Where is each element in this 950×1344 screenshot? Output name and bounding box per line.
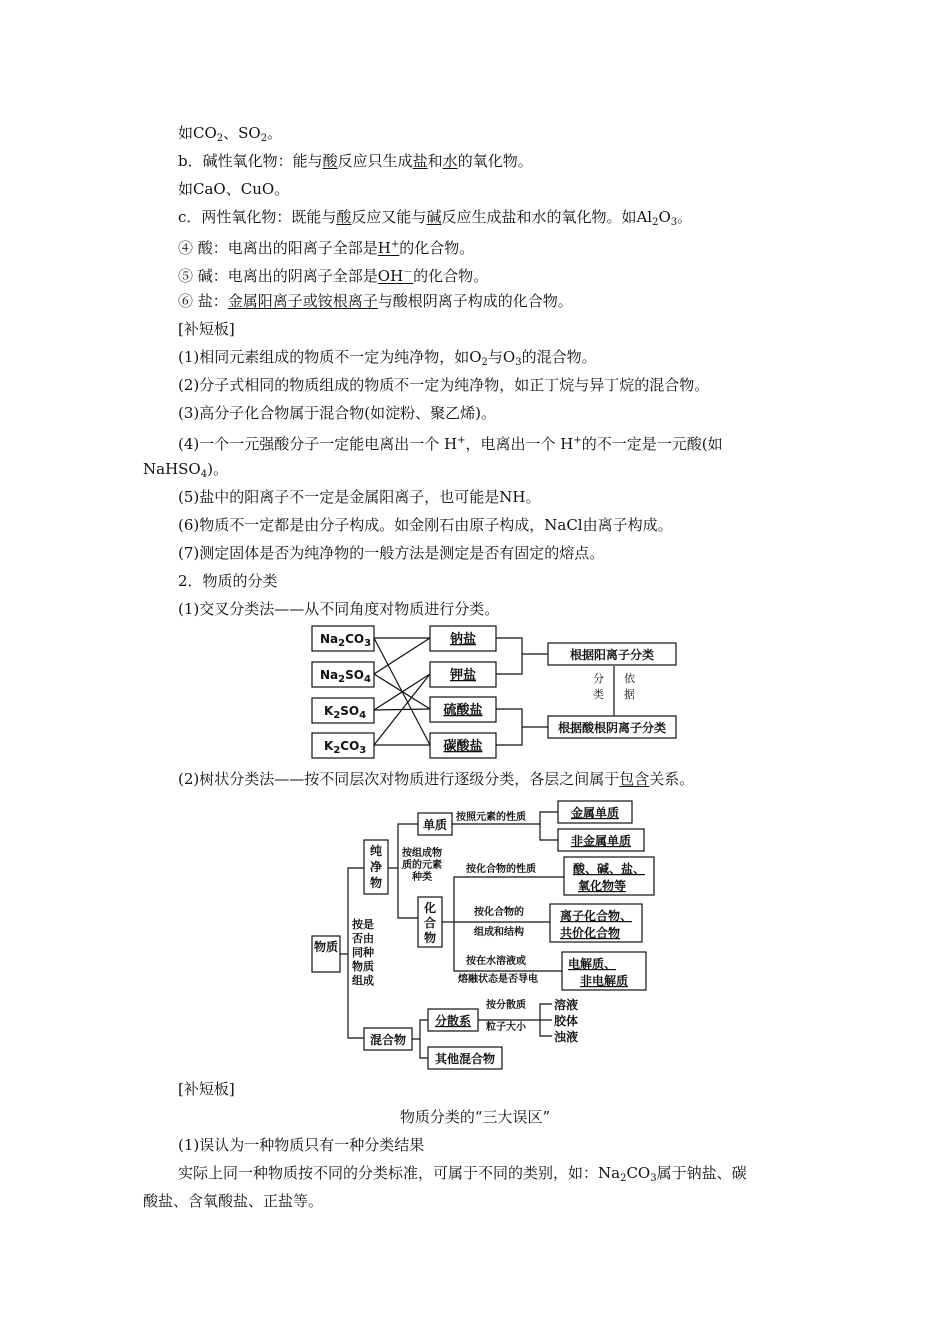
svg-text:纯: 纯: [369, 844, 383, 858]
basis-label: 据: [624, 688, 635, 701]
text-line: b．碱性氧化物：能与酸反应只生成盐和水的氧化物。: [178, 152, 533, 170]
tree-pure-substance-box: [364, 840, 388, 894]
svg-text:钾盐: 钾盐: [449, 668, 477, 683]
tree-dispersion-criterion: 粒子大小: [486, 1022, 526, 1033]
svg-text:根据酸根阴离子分类: 根据酸根阴离子分类: [557, 721, 667, 735]
svg-text:物: 物: [423, 931, 437, 945]
text-line: (2)树状分类法——按不同层次对物质进行逐级分类，各层之间属于包含关系。: [178, 770, 695, 788]
basis-label: 类: [593, 688, 604, 701]
cross-connector-lines: [374, 638, 430, 745]
text-line: c．两性氧化物：既能与酸反应又能与碱反应生成盐和水的氧化物。如$Al_2O_3$。: [178, 208, 693, 228]
cross-classification-diagram: [310, 622, 680, 762]
tree-classification-diagram: [310, 796, 660, 1072]
cross-left-box: [312, 733, 374, 758]
basis-anion-box: [548, 716, 676, 738]
svg-text:K2SO4: $K_2SO_4$: [324, 704, 367, 721]
tree-mixture-box: [364, 1028, 412, 1050]
tree-metal-box: [558, 801, 632, 823]
text-line: (4)一个一元强酸分子一定能电离出一个 H+，电离出一个 H+的不一定是一元酸(如: [178, 435, 723, 453]
subsection-title: 物质分类的“三大误区”: [399, 1108, 551, 1126]
text-line: (5)盐中的阳离子不一定是金属阳离子，也可能是NH。: [178, 488, 541, 506]
tree-root-criterion: 按是: [352, 918, 374, 931]
text-line: (1)相同元素组成的物质不一定为纯净物，如$O_2$与$O_3$的混合物。: [178, 348, 597, 368]
svg-text:氧化物等: 氧化物等: [577, 879, 627, 893]
svg-text:酸、碱、盐、: 酸、碱、盐、: [572, 862, 646, 876]
cross-left-box: [312, 626, 374, 651]
tree-element-criterion: 按照元素的性质: [456, 812, 526, 823]
svg-text:金属单质: 金属单质: [570, 806, 620, 820]
tree-dispersion-box: [428, 1009, 478, 1031]
text-line: (1)交叉分类法——从不同角度对物质进行分类。: [178, 600, 500, 618]
text-line: ④ 酸：电离出的阳离子全部是H+的化合物。: [178, 239, 475, 257]
tree-compound-box: [418, 897, 442, 947]
svg-text:离子化合物、: 离子化合物、: [559, 909, 633, 923]
tree-compound-criterion: 按化合物的性质: [466, 864, 536, 875]
tree-dispersion-criterion: 按分散质: [486, 1000, 526, 1011]
svg-text:非金属单质: 非金属单质: [570, 834, 632, 848]
svg-text:碳酸盐: 碳酸盐: [443, 739, 483, 754]
svg-text:根据阳离子分类: 根据阳离子分类: [569, 648, 655, 662]
cross-right-box: [430, 697, 496, 722]
text-line: (2)分子式相同的物质组成的物质不一定为纯净物，如正丁烷与异丁烷的混合物。: [178, 376, 710, 394]
svg-text:钠盐: 钠盐: [449, 632, 477, 647]
svg-text:电解质、: 电解质、: [567, 957, 617, 971]
cross-right-box: [430, 733, 496, 758]
tree-root-criterion: 同种: [352, 946, 374, 959]
tree-pure-connectors: [388, 824, 418, 918]
svg-text:化: 化: [423, 901, 437, 915]
svg-text:非电解质: 非电解质: [579, 974, 629, 988]
text-line: 实际上同一种物质按不同的分类标准，可属于不同的类别，如：$Na_2CO_3$属于钠盐、碳: [178, 1164, 747, 1184]
tree-pure-criterion: 种类: [412, 872, 432, 883]
tree-pure-criterion: 按组成物: [402, 848, 442, 859]
tree-mixture-connectors: [412, 1020, 428, 1058]
tree-root-box: [312, 936, 340, 972]
tree-nonmetal-box: [558, 829, 644, 851]
text-line: ⑤ 碱：电离出的阴离子全部是OH－的化合物。: [178, 267, 489, 285]
tree-root-criterion: 否由: [352, 932, 374, 945]
svg-text:Na2SO4: $Na_2SO_4$: [320, 668, 371, 685]
svg-text:物: 物: [369, 876, 383, 890]
cross-right-box: [430, 662, 496, 687]
svg-text:Na2CO3: $Na_2CO_3$: [320, 632, 372, 649]
cross-right-box: [430, 626, 496, 651]
tree-compound-result-box: [550, 904, 642, 942]
basis-label: 分: [593, 672, 604, 685]
tree-element-box: [418, 813, 452, 835]
text-line: 如$CO_2$、$SO_2$。: [178, 124, 283, 144]
text-line: 酸盐、含氧酸盐、正盐等。: [143, 1192, 324, 1210]
section-heading: 2．物质的分类: [178, 572, 278, 590]
text-line: (1)误认为一种物质只有一种分类结果: [178, 1136, 425, 1154]
tree-dispersion-leaf: 浊液: [554, 1030, 579, 1044]
text-line: (6)物质不一定都是由分子构成。如金刚石由原子构成，NaCl由离子构成。: [178, 516, 673, 534]
tree-dispersion-leaf: 溶液: [554, 998, 579, 1012]
svg-text:K2CO3: $K_2CO_3$: [324, 739, 367, 756]
svg-text:硫酸盐: 硫酸盐: [443, 703, 483, 718]
svg-text:物质: 物质: [313, 940, 339, 954]
text-line: 如CaO、CuO。: [178, 180, 290, 198]
svg-text:合: 合: [423, 916, 437, 930]
basis-cation-box: [548, 643, 676, 665]
cross-left-box: [312, 698, 374, 723]
tree-root-criterion: 物质: [352, 960, 374, 973]
tree-compound-criterion: 按在水溶液或: [466, 956, 526, 967]
svg-text:共价化合物: 共价化合物: [559, 926, 621, 940]
cross-left-box: [312, 662, 374, 687]
tree-compound-criterion: 组成和结构: [474, 927, 524, 938]
text-line: (7)测定固体是否为纯净物的一般方法是测定是否有固定的熔点。: [178, 544, 605, 562]
text-line: NaHSO$_4$)。: [143, 460, 228, 480]
tree-dispersion-leaf: 胶体: [554, 1014, 579, 1028]
tree-compound-criterion: 按化合物的: [474, 907, 524, 918]
svg-text:单质: 单质: [422, 818, 448, 832]
tree-root-criterion: 组成: [352, 974, 374, 987]
section-tag: [补短板]: [178, 320, 235, 338]
svg-text:其他混合物: 其他混合物: [434, 1052, 496, 1066]
svg-text:净: 净: [369, 860, 383, 874]
tree-pure-criterion: 质的元素: [402, 860, 442, 871]
basis-label: 依: [624, 672, 635, 685]
svg-text:分散系: 分散系: [434, 1014, 472, 1028]
tree-compound-criterion: 熔融状态是否导电: [458, 974, 538, 985]
svg-text:混合物: 混合物: [369, 1033, 407, 1047]
text-line: (3)高分子化合物属于混合物(如淀粉、聚乙烯)。: [178, 404, 496, 422]
section-tag: [补短板]: [178, 1080, 235, 1098]
text-line: ⑥ 盐：金属阳离子或铵根离子与酸根阴离子构成的化合物。: [178, 292, 573, 310]
tree-other-mixture-box: [428, 1047, 502, 1069]
tree-compound-result-box: [564, 857, 654, 895]
tree-compound-result-box: [562, 952, 646, 990]
